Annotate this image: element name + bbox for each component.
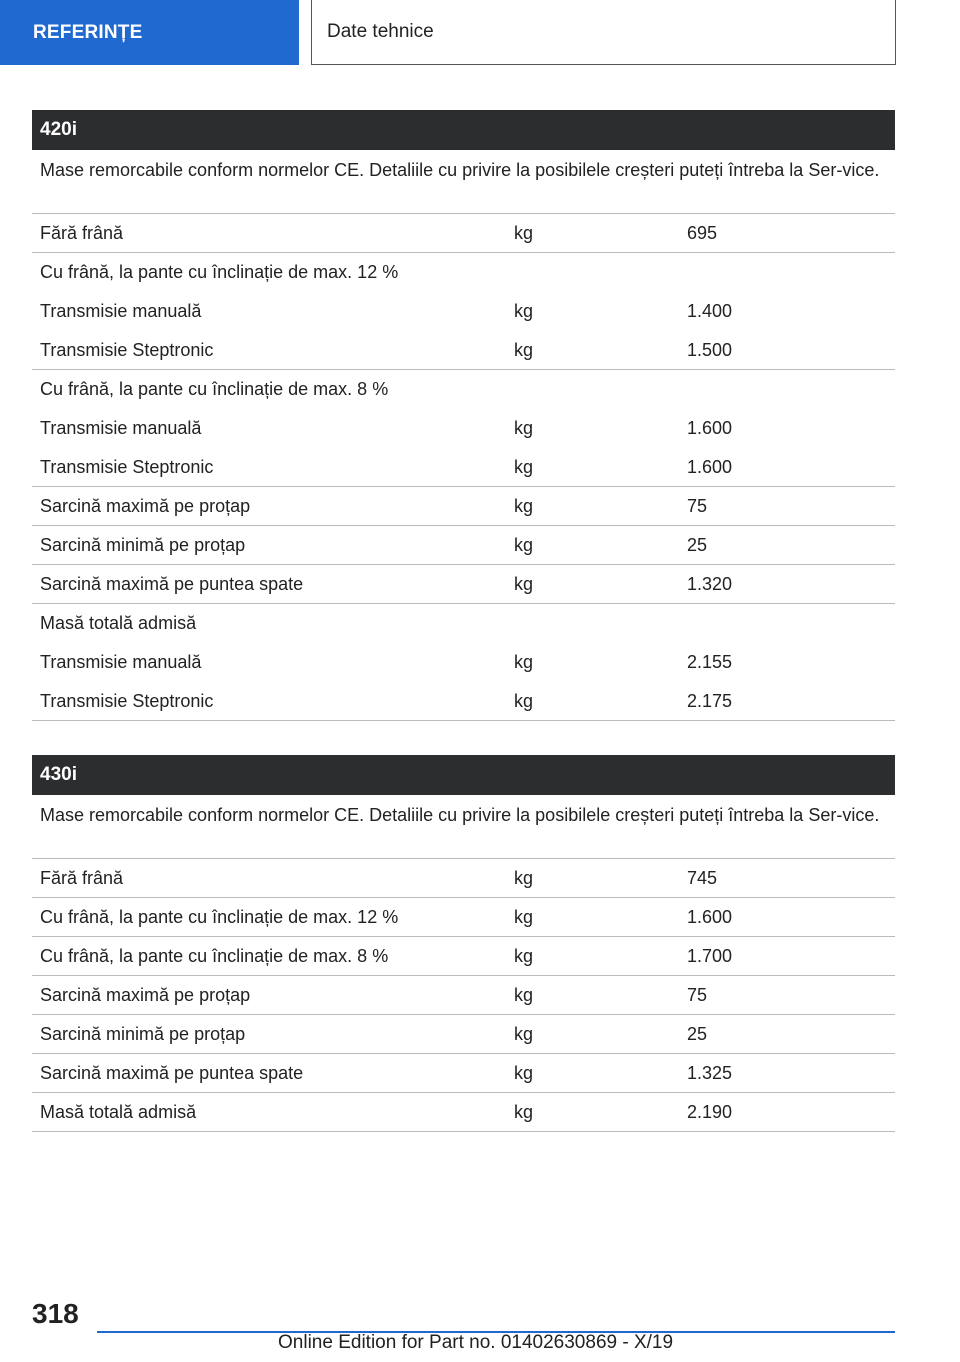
- row-unit: kg: [514, 1101, 534, 1122]
- chapter-header: [311, 0, 896, 65]
- row-value: 1.600: [687, 418, 733, 438]
- table-row: [32, 1093, 895, 1132]
- row-label: Transmisie Steptronic: [40, 690, 214, 711]
- row-label: Transmisie manuală: [40, 418, 202, 438]
- row-value: 75: [687, 984, 708, 1005]
- row-label: Fără frână: [40, 867, 124, 888]
- row-label: Cu frână, la pante cu înclinație de max. 8 %: [40, 379, 389, 399]
- table-row: [32, 487, 895, 526]
- row-label: Sarcină maximă pe proțap: [40, 495, 251, 516]
- row-label: Cu frână, la pante cu înclinație de max. 12 %: [40, 262, 399, 282]
- row-unit: kg: [514, 690, 534, 711]
- row-unit: kg: [514, 418, 534, 438]
- row-unit: kg: [514, 456, 534, 477]
- row-unit: kg: [514, 984, 534, 1005]
- spec-table-430i: [32, 755, 895, 1132]
- table-row: [32, 370, 895, 409]
- row-label: Cu frână, la pante cu înclinație de max. 12 %: [40, 906, 399, 927]
- table-row: [32, 937, 895, 976]
- row-value: 1.500: [687, 339, 733, 360]
- row-value: 1.320: [687, 573, 733, 594]
- table-row: [32, 292, 895, 331]
- spec-table-420i: [32, 110, 895, 721]
- row-label: Transmisie manuală: [40, 652, 202, 672]
- row-label: Masă totală admisă: [40, 1101, 197, 1122]
- table-row: [32, 448, 895, 487]
- row-unit: kg: [514, 495, 534, 516]
- table-title: 420i: [32, 110, 895, 150]
- row-value: 2.190: [687, 1101, 733, 1122]
- row-value: 2.175: [687, 690, 733, 711]
- table-row: [32, 682, 895, 721]
- row-label: Sarcină maximă pe puntea spate: [40, 1062, 304, 1083]
- row-value: 1.600: [687, 906, 733, 927]
- table-row: [32, 1054, 895, 1093]
- table-row: [32, 214, 895, 253]
- table-row: [32, 976, 895, 1015]
- table-row: [32, 331, 895, 370]
- row-value: 1.700: [687, 945, 733, 966]
- table-note: Mase remorcabile conform normelor CE. Detaliile cu privire la posibilele creșteri puteți întreba la Ser-vice.: [32, 150, 895, 214]
- row-unit: kg: [514, 534, 534, 555]
- page-number: 318: [32, 1298, 79, 1329]
- row-unit: kg: [514, 301, 534, 321]
- row-unit: kg: [514, 945, 534, 966]
- table-title: 430i: [32, 755, 895, 795]
- table-row: [32, 565, 895, 604]
- table-row: [32, 604, 895, 643]
- row-unit: kg: [514, 1062, 534, 1083]
- table-row: [32, 526, 895, 565]
- row-value: 75: [687, 495, 708, 516]
- row-unit: kg: [514, 339, 534, 360]
- row-unit: kg: [514, 222, 534, 243]
- table-row: [32, 1015, 895, 1054]
- row-label: Masă totală admisă: [40, 613, 197, 633]
- row-label: Sarcină minimă pe proțap: [40, 1023, 246, 1044]
- row-label: Sarcină maximă pe puntea spate: [40, 573, 304, 594]
- row-label: Transmisie Steptronic: [40, 456, 214, 477]
- row-label: Sarcină minimă pe proțap: [40, 534, 246, 555]
- table-row: [32, 409, 895, 448]
- row-unit: kg: [514, 652, 534, 672]
- row-label: Cu frână, la pante cu înclinație de max. 8 %: [40, 945, 389, 966]
- row-value: 1.600: [687, 456, 733, 477]
- row-value: 25: [687, 1023, 708, 1044]
- row-unit: kg: [514, 867, 534, 888]
- edition-note: Online Edition for Part no. 01402630869 - X/19: [278, 1332, 674, 1353]
- row-label: Fără frână: [40, 222, 124, 243]
- table-row: [32, 643, 895, 682]
- row-value: 1.400: [687, 301, 733, 321]
- table-row: [32, 898, 895, 937]
- table-row: [32, 253, 895, 292]
- row-value: 745: [687, 867, 718, 888]
- row-unit: kg: [514, 573, 534, 594]
- row-value: 2.155: [687, 652, 733, 672]
- row-unit: kg: [514, 906, 534, 927]
- section-tab[interactable]: [0, 0, 299, 65]
- row-value: 695: [687, 222, 718, 243]
- chapter-title: Date tehnice: [327, 21, 434, 42]
- section-title: REFERINȚE: [33, 21, 143, 43]
- row-label: Sarcină maximă pe proțap: [40, 984, 251, 1005]
- row-unit: kg: [514, 1023, 534, 1044]
- row-label: Transmisie Steptronic: [40, 339, 214, 360]
- table-note: Mase remorcabile conform normelor CE. Detaliile cu privire la posibilele creșteri puteți întreba la Ser-vice.: [32, 795, 895, 859]
- table-row: [32, 859, 895, 898]
- row-value: 25: [687, 534, 708, 555]
- row-label: Transmisie manuală: [40, 301, 202, 321]
- row-value: 1.325: [687, 1062, 733, 1083]
